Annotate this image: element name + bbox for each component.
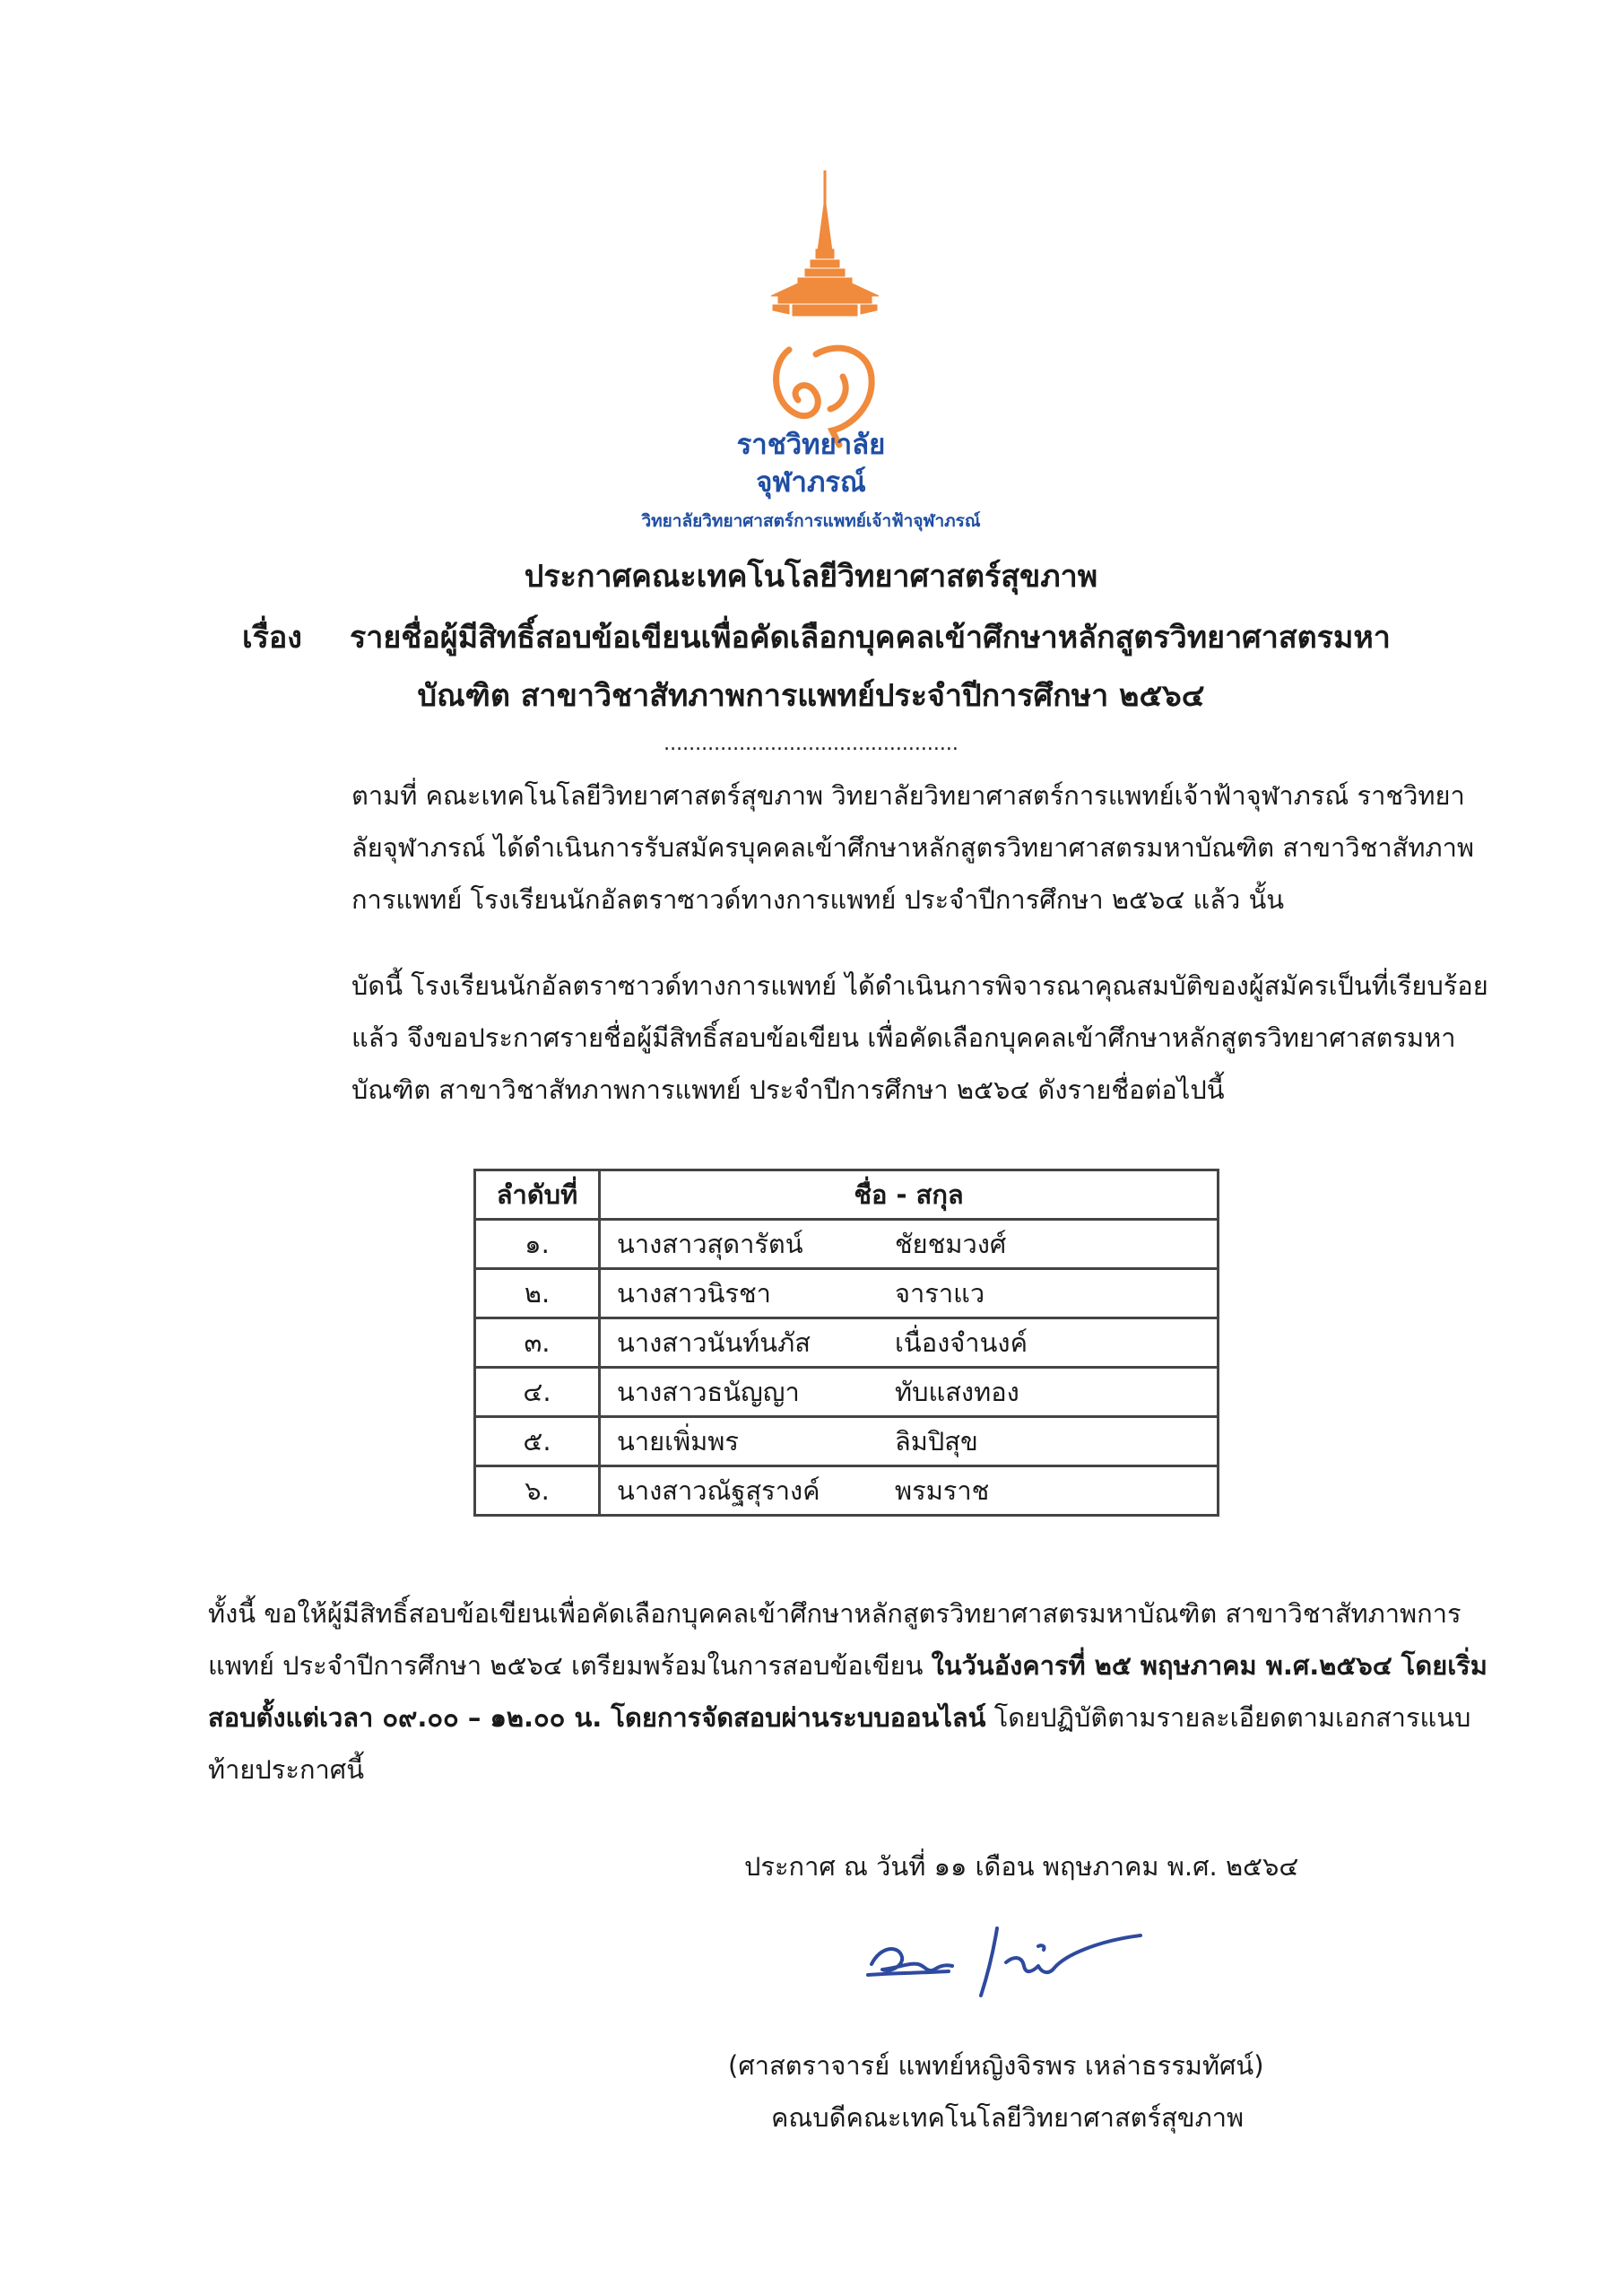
separator: ............................................... xyxy=(664,733,958,755)
paragraph-1 xyxy=(208,770,1490,926)
paragraph-3 xyxy=(208,1587,1490,1796)
row-name xyxy=(600,1417,1219,1466)
candidate-table xyxy=(473,1169,1219,1517)
row-number: ๔. xyxy=(475,1368,600,1417)
first-name: นางสาวณัฐสุรางค์ xyxy=(617,1475,820,1506)
first-name: นายเพิ่มพร xyxy=(617,1426,739,1457)
subject-label: เรื่อง xyxy=(242,620,302,656)
logo-subtitle: วิทยาลัยวิทยาศาสตร์การแพทย์เจ้าฟ้าจุฬาภรณ์ xyxy=(641,511,981,531)
table-header-row xyxy=(475,1170,1219,1220)
signer-name: (ศาสตราจารย์ แพทย์หญิงจิรพร เหล่าธรรมทัศน์) xyxy=(728,2050,1264,2081)
table-row xyxy=(475,1220,1219,1269)
paragraph-3-part-c: โดยปฏิบัติตามรายละเอียดตามเอกสารแนบท้ายประกาศนี้ xyxy=(208,1702,1471,1785)
table-row xyxy=(475,1466,1219,1516)
subject-line2: บัณฑิต สาขาวิชาสัทภาพการแพทย์ประจำปีการศึกษา ๒๕๖๔ xyxy=(417,678,1205,714)
logo-name-line2: จุฬาภรณ์ xyxy=(756,466,866,499)
row-name xyxy=(600,1220,1219,1269)
table-row xyxy=(475,1318,1219,1368)
last-name: ทับแสงทอง xyxy=(895,1377,1019,1407)
signer-position: คณบดีคณะเทคโนโลยีวิทยาศาสตร์สุขภาพ xyxy=(771,2102,1245,2133)
last-name: จาราแว xyxy=(895,1278,985,1309)
first-name: นางสาวนิรชา xyxy=(617,1278,771,1309)
row-number: ๖. xyxy=(475,1466,600,1516)
announcement-title: ประกาศคณะเทคโนโลยีวิทยาศาสตร์สุขภาพ xyxy=(524,559,1098,595)
paragraph-3-part-a: ทั้งนี้ ขอให้ผู้มีสิทธิ์สอบข้อเขียนเพื่อคัดเลือกบุคคลเข้าศึกษาหลักสูตรวิทยาศาสตรมหาบัณฑิต สาขาวิชาสัทภาพการแพทย์ ประจำปีการศึกษา ๒๕๖๔ เตรียมพร้อมในการสอบข้อเขียน xyxy=(208,1598,1462,1681)
paragraph-1-text: ตามที่ คณะเทคโนโลยีวิทยาศาสตร์สุขภาพ วิทยาลัยวิทยาศาสตร์การแพทย์เจ้าฟ้าจุฬาภรณ์ ราชวิทยาลัยจุฬาภรณ์ ได้ดำเนินการรับสมัครบุคคลเข้าศึกษาหลักสูตรวิทยาศาสตรมหาบัณฑิต สาขาวิชาสัทภาพการแพทย์ โรงเรียนนักอัลตราซาวด์ทางการแพทย์ ประจำปีการศึกษา ๒๕๖๔ แล้ว นั้น xyxy=(351,780,1474,915)
announcement-date: ประกาศ ณ วันที่ ๑๑ เดือน พฤษภาคม พ.ศ. ๒๕๖๔ xyxy=(744,1851,1299,1882)
paragraph-2 xyxy=(208,960,1490,1116)
row-number: ๕. xyxy=(475,1417,600,1466)
row-number: ๑. xyxy=(475,1220,600,1269)
table-row xyxy=(475,1417,1219,1466)
paragraph-3-text xyxy=(208,1587,1490,1796)
table-row xyxy=(475,1368,1219,1417)
column-header-no: ลำดับที่ xyxy=(475,1170,600,1220)
row-name xyxy=(600,1269,1219,1318)
row-name xyxy=(600,1368,1219,1417)
table-row xyxy=(475,1269,1219,1318)
subject-line1: รายชื่อผู้มีสิทธิ์สอบข้อเขียนเพื่อคัดเลือกบุคคลเข้าศึกษาหลักสูตรวิทยาศาสตรมหา xyxy=(350,620,1391,656)
last-name: ลิมปิสุข xyxy=(895,1426,978,1457)
last-name: พรมราช xyxy=(895,1475,990,1506)
handwritten-signature-icon xyxy=(863,1910,1185,2009)
logo-name-line1: ราชวิทยาลัย xyxy=(736,429,886,461)
row-name xyxy=(600,1318,1219,1368)
last-name: เนื่องจำนงค์ xyxy=(895,1327,1028,1358)
first-name: นางสาวนันท์นภัส xyxy=(617,1327,811,1358)
first-name: นางสาวธนัญญา xyxy=(617,1377,800,1407)
row-name xyxy=(600,1466,1219,1516)
exam-date-emphasis: ในวันอังคารที่ ๒๕ พฤษภาคม พ.ศ.๒๕๖๔ โดยเริ่มสอบตั้งแต่เวลา ๐๙.๐๐ – ๑๒.๐๐ น. โดยการจัดสอบผ่านระบบออนไลน์ xyxy=(208,1650,1488,1733)
paragraph-2-text: บัดนี้ โรงเรียนนักอัลตราซาวด์ทางการแพทย์ ได้ดำเนินการพิจารณาคุณสมบัติของผู้สมัครเป็นที่เรียบร้อยแล้ว จึงขอประกาศรายชื่อผู้มีสิทธิ์สอบข้อเขียน เพื่อคัดเลือกบุคคลเข้าศึกษาหลักสูตรวิทยาศาสตรมหาบัณฑิต สาขาวิชาสัทภาพการแพทย์ ประจำปีการศึกษา ๒๕๖๔ ดังรายชื่อต่อไปนี้ xyxy=(351,970,1488,1105)
first-name: นางสาวสุดารัตน์ xyxy=(617,1229,803,1259)
last-name: ชัยชมวงศ์ xyxy=(895,1229,1007,1259)
row-number: ๓. xyxy=(475,1318,600,1368)
column-header-name: ชื่อ - สกุล xyxy=(600,1170,1219,1220)
row-number: ๒. xyxy=(475,1269,600,1318)
